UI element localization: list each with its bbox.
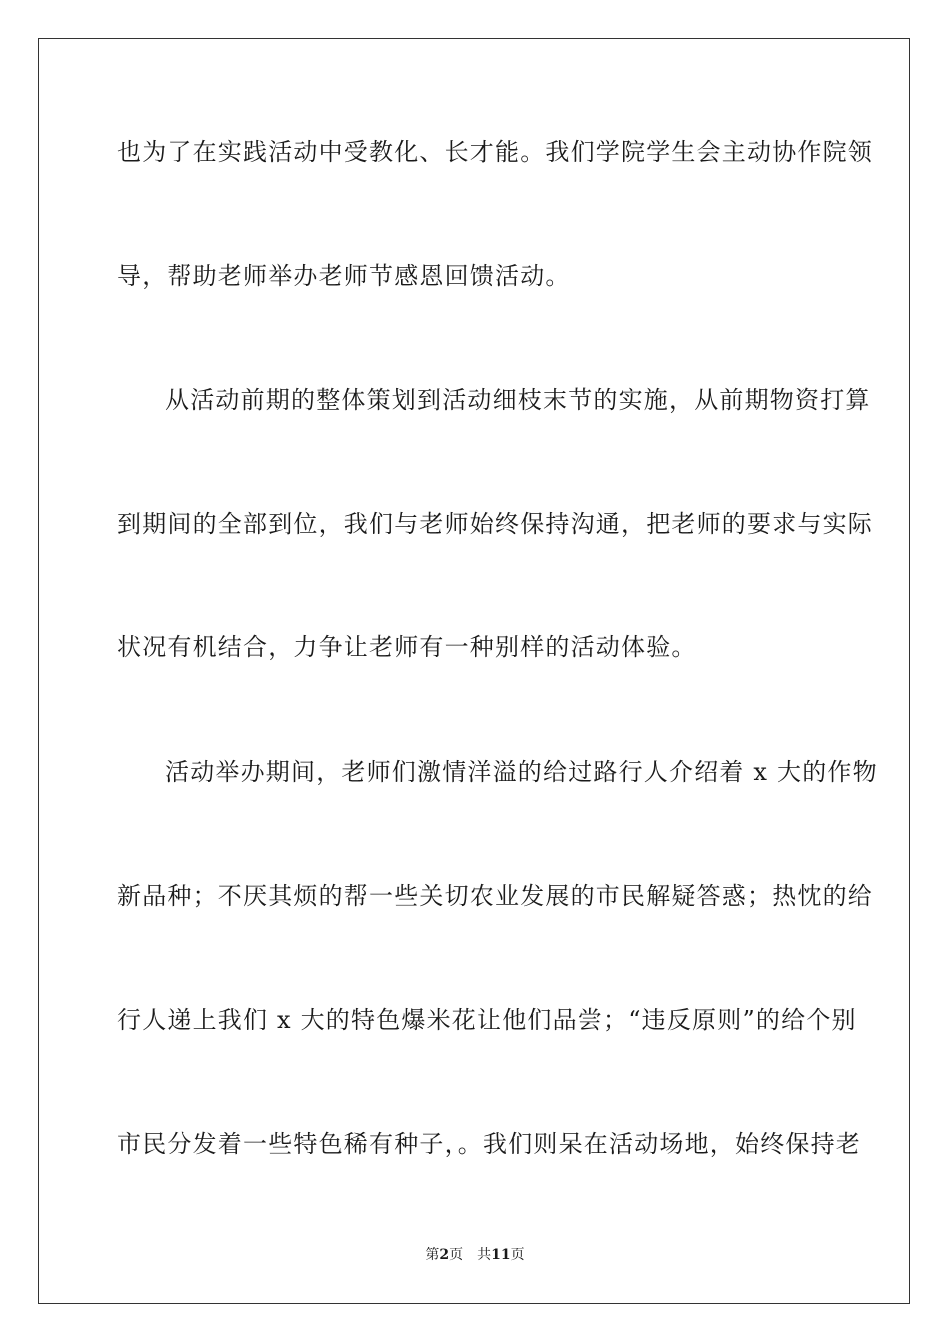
page-prefix: 第 <box>425 1247 440 1263</box>
body-text-line: 从活动前期的整体策划到活动细枝末节的实施，从前期物资打算 <box>165 386 871 414</box>
body-text-line: 也为了在实践活动中受教化、长才能。我们学院学生会主动协作院领 <box>117 138 873 166</box>
body-text-line: 市民分发着一些特色稀有种子，。我们则呆在活动场地，始终保持老 <box>117 1130 861 1158</box>
page-border <box>38 38 910 1304</box>
body-text-line: 活动举办期间，老师们激情洋溢的给过路行人介绍着 x 大的作物 <box>165 758 878 786</box>
body-text-line: 行人递上我们 x 大的特色爆米花让他们品尝；“违反原则”的给个别 <box>117 1006 857 1034</box>
body-text-line: 状况有机结合，力争让老师有一种别样的活动体验。 <box>117 633 697 661</box>
total-prefix: 共 <box>477 1247 492 1263</box>
body-text-line: 到期间的全部到位，我们与老师始终保持沟通，把老师的要求与实际 <box>117 510 873 538</box>
page-suffix: 页 <box>449 1247 464 1263</box>
total-pages: 11 <box>491 1247 511 1263</box>
body-text-line: 新品种；不厌其烦的帮一些关切农业发展的市民解疑答惑；热忱的给 <box>117 882 873 910</box>
body-text-line: 导，帮助老师举办老师节感恩回馈活动。 <box>117 262 571 290</box>
page-number: 2 <box>439 1247 450 1263</box>
page-footer <box>0 1246 950 1264</box>
total-suffix: 页 <box>510 1247 525 1263</box>
